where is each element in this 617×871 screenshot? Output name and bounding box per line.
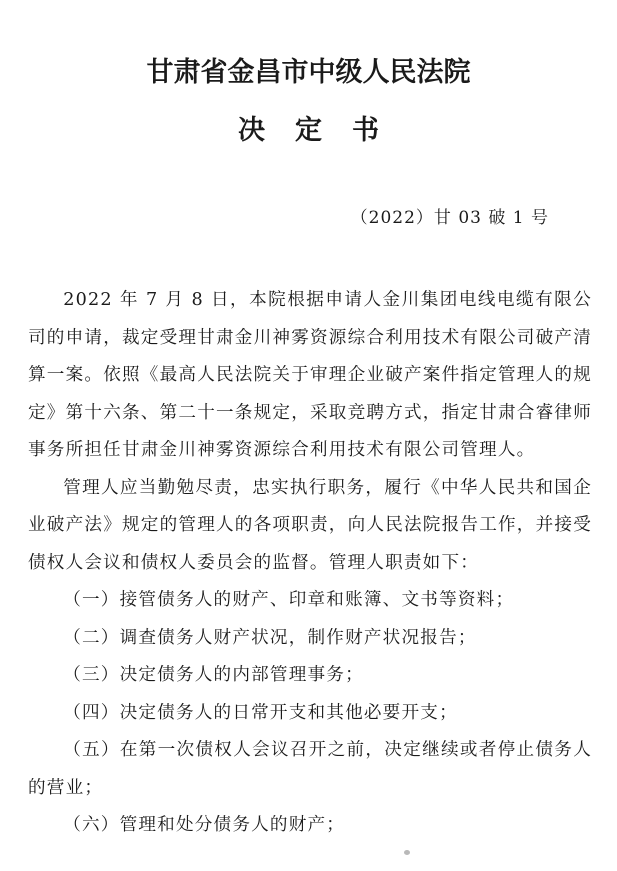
paragraph-appointment: 2022 年 7 月 8 日，本院根据申请人金川集团电线电缆有限公司的申请，裁定受理甘肃金川神雾资源综合利用技术有限公司破产清算一案。依照《最高人民法院关于审理企业破产案件指定管理人的规定》第十六条、第二十一条规定，采取竞聘方式，指定甘肃合睿律师事务所担任甘肃金川神雾资源综合利用技术有限公司管理人。 [28,290,592,460]
duty-item-3: （三）决定债务人的内部管理事务； [63,665,364,685]
duty-item-1: （一）接管债务人的财产、印章和账簿、文书等资料； [63,590,515,610]
case-number: （2022）甘 03 破 1 号 [350,208,549,228]
duty-item-5: （五）在第一次债权人会议召开之前，决定继续或者停止债务人的营业； [28,740,592,798]
duty-item-6: （六）管理和处分债务人的财产； [63,815,346,835]
duty-item-4: （四）决定债务人的日常开支和其他必要开支； [63,702,458,723]
paragraph-duties-intro: 管理人应当勤勉尽责，忠实执行职务，履行《中华人民共和国企业破产法》规定的管理人的各项职责，向人民法院报告工作，并接受债权人会议和债权人委员会的监督。管理人职责如下： [28,477,592,573]
duty-item-2: （二）调查债务人财产状况，制作财产状况报告； [63,627,477,648]
scan-speck [404,850,410,855]
document-body [28,282,592,845]
document-title: 决定书 [238,115,409,146]
court-name-heading: 甘肃省金昌市中级人民法院 [146,57,471,88]
